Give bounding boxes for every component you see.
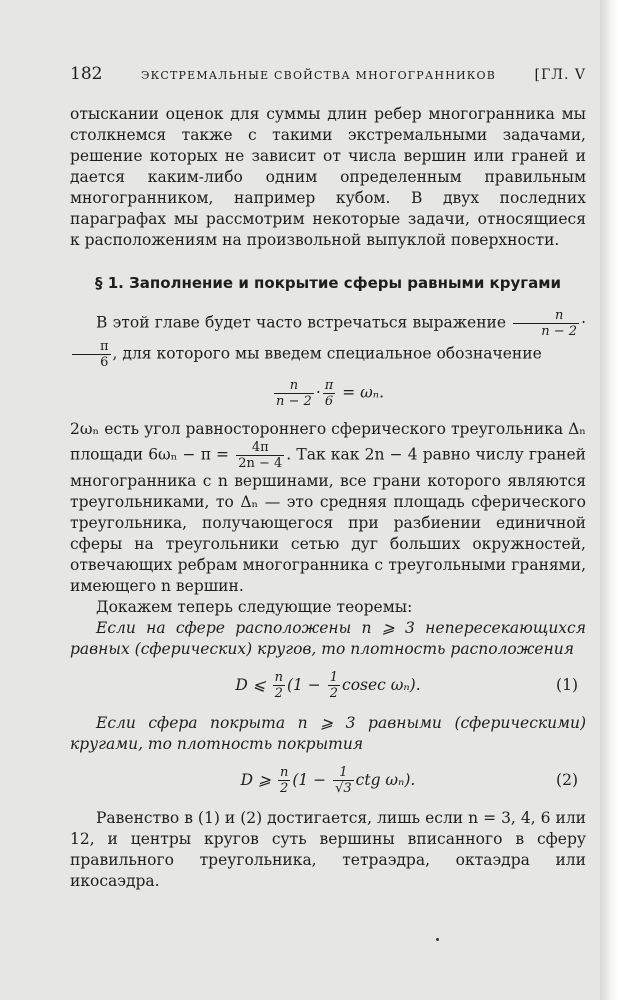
- section-heading: § 1. Заполнение и покрытие сферы равными кругами: [95, 274, 561, 292]
- running-title: ЭКСТРЕМАЛЬНЫЕ СВОЙСТВА МНОГОГРАННИКОВ: [141, 69, 496, 82]
- fraction-pi-over-6: $\frac{\pi}{6}$: [72, 339, 111, 370]
- paragraph-2: 2ωₙ есть угол равностороннего сферического треугольника Δₙ площади 6ωₙ − π = $\frac{4\pi}{2n - 4}$ . Так как 2n − 4 равно числу граней многогранника с n вершинами, все грани которого являются треугольниками, то Δₙ — это средняя площадь сферического треугольника, получающегося при разбиении единичной сферы на треугольники сетью дуг больших окружностей, отвечающих ребрам многогранника с треугольными гранями, имеющего n вершин.: [70, 420, 586, 595]
- chapter-label: [ГЛ. V: [534, 67, 586, 83]
- paragraph-3: Докажем теперь следующие теоремы:: [96, 598, 413, 616]
- final-paragraph: Равенство в (1) и (2) достигается, лишь если n = 3, 4, 6 или 12, и центры кругов суть вершины вписанного в сферу правильного треугольника, тетраэдра, октаэдра или икосаэдра.: [70, 809, 586, 890]
- equation-1: D ⩽ $\frac{n}{2}$ (1 − $\frac{1}{2}$ cosec ωₙ). (1): [235, 670, 578, 701]
- speck-mark: [436, 938, 439, 941]
- paragraph-1: В этой главе будет часто встречаться выражение $\frac{n}{n - 2}$ · $\frac{\pi}{6}$ , для которого мы введем специальное обозначение: [70, 308, 586, 370]
- book-page: [70, 64, 586, 892]
- theorem-2: Если сфера покрыта n ⩾ 3 равными (сферическими) кругами, то плотность покрытия: [70, 714, 586, 753]
- page-edge: [600, 0, 618, 1000]
- equation-2: D ⩾ $\frac{n}{2}$ (1 − $\frac{1}{√3}$ ctg ωₙ). (2): [240, 765, 578, 796]
- formula-omega: $\frac{n}{n - 2}$ · $\frac{\pi}{6}$ = ωₙ.: [276, 378, 384, 409]
- intro-paragraph: отыскании оценок для суммы длин ребер многогранника мы столкнемся также с такими экстремальными задачами, решение которых не зависит от числа вершин или граней и дается каким-либо одним определенным правильным многогранником, например кубом. В двух последних параграфах мы рассмотрим некоторые задачи, относящиеся к расположениям на произвольной выпуклой поверхности.: [70, 105, 586, 249]
- fraction-n-over-n-minus-2: $\frac{n}{n - 2}$: [513, 308, 579, 339]
- page-number: 182: [70, 64, 103, 84]
- equation-2-tag: (2): [556, 771, 578, 789]
- running-header: [70, 64, 586, 92]
- formula-omega-rhs: = ωₙ.: [342, 383, 384, 402]
- equation-1-tag: (1): [556, 676, 578, 694]
- para1-text-before: В этой главе будет часто встречаться выражение: [96, 313, 507, 332]
- para1-text-after: для которого мы введем специальное обозначение: [122, 344, 542, 363]
- fraction-4pi: $\frac{4\pi}{2n - 4}$: [238, 440, 283, 471]
- theorem-1: Если на сфере расположены n ⩾ 3 непересекающихся равных (сферических) кругов, то плотность расположения: [70, 619, 586, 658]
